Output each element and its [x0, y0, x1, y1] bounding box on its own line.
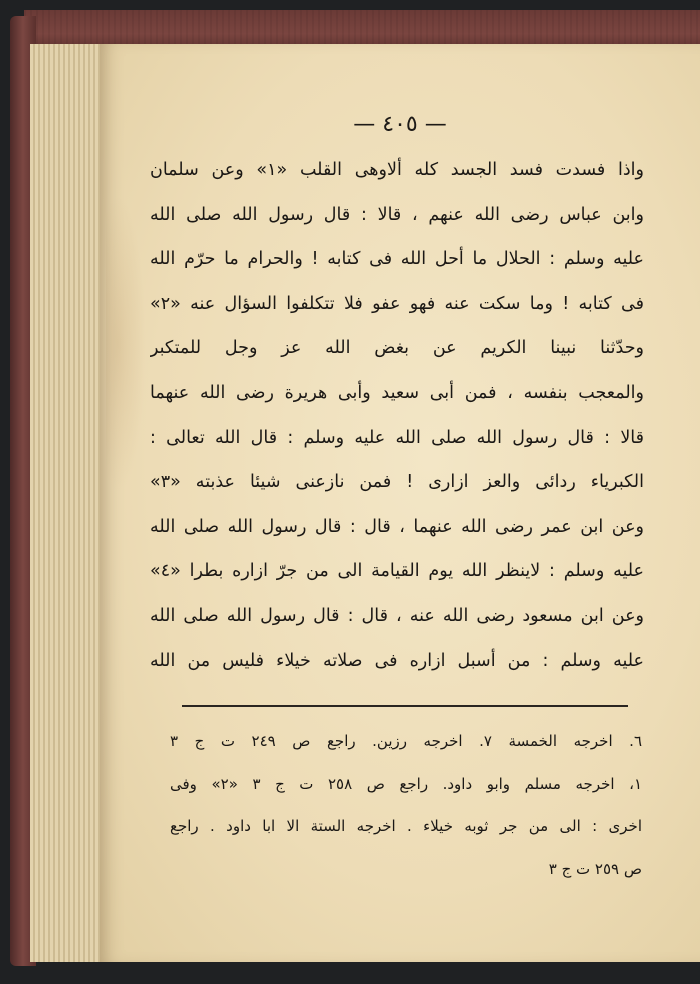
text-line: الكبرياء ردائى والعز ازارى ! فمن نازعنى شيئا عذبته «٣»: [150, 472, 644, 493]
page-number: — ٤٠٥ —: [353, 112, 447, 137]
text-line: عليه وسلم : الحلال ما أحل الله فى كتابه ! والحرام ما حرّم الله: [150, 249, 644, 270]
text-line: قالا : قال رسول الله صلى الله عليه وسلم : قال الله تعالى :: [150, 427, 644, 448]
text-line: وحدّثنا نبينا الكريم عن بغض الله عز وجل للمتكبر: [150, 338, 644, 359]
paper-stain: [106, 194, 146, 494]
text-line: وابن عباس رضى الله عنهم ، قالا : قال رسول الله صلى الله: [150, 204, 644, 225]
main-text: [150, 148, 644, 683]
text-line: عليه وسلم : لاينظر الله يوم القيامة الى من جرّ ازاره بطرا «٤»: [150, 561, 644, 582]
text-line: واذا فسدت فسد الجسد كله ألاوهى القلب «١» وعن سلمان: [150, 160, 644, 180]
text-line: والمعجب بنفسه ، فمن أبى سعيد وأبى هريرة رضى الله عنهما: [150, 382, 644, 403]
footnotes: [170, 720, 642, 890]
footnote-line: اخرى : الى من جر ثوبه خيلاء . اخرجه الستة الا ابا داود . راجع: [170, 817, 642, 835]
page-stack-edges: [30, 44, 111, 962]
book-page: [100, 44, 700, 962]
text-line: عليه وسلم : من أسبل ازاره فى صلاته خيلاء فليس من الله: [150, 650, 644, 671]
text-line: فى كتابه ! وما سكت عنه فهو عفو فلا تتكلفوا السؤال عنه «٢»: [150, 293, 644, 314]
text-line: وعن ابن عمر رضى الله عنهما ، قال : قال رسول الله صلى الله: [150, 516, 644, 537]
footnote-line: ص ٢٥٩ ت ج ٣: [548, 859, 642, 878]
footnote-line: ٦. اخرجه الخمسة ٧. اخرجه رزين. راجع ص ٢٤٩ ت ج ٣: [170, 732, 642, 750]
footnote-divider: [182, 705, 628, 707]
text-line: وعن ابن مسعود رضى الله عنه ، قال : قال رسول الله صلى الله: [150, 605, 644, 626]
footnote-line: ١، اخرجه مسلم وابو داود. راجع ص ٢٥٨ ت ج ٣ «٢» وفى: [170, 774, 642, 793]
